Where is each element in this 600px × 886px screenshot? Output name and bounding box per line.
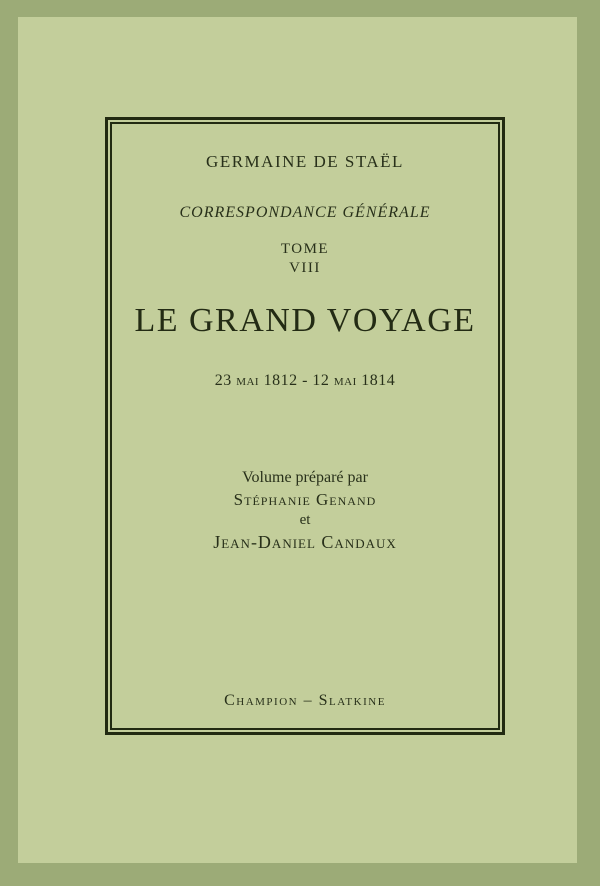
prepared-by-label: Volume préparé par — [242, 469, 368, 486]
publisher-imprint: Champion – Slatkine — [224, 692, 386, 709]
book-cover — [18, 17, 577, 863]
editor-name-2: Jean-Daniel Candaux — [213, 532, 397, 552]
cover-frame — [105, 117, 505, 735]
author-name: GERMAINE DE STAËL — [206, 152, 404, 171]
volume-number: VIII — [289, 260, 321, 276]
conjunction: et — [299, 512, 311, 528]
series-title: CORRESPONDANCE GÉNÉRALE — [179, 204, 431, 221]
main-title: LE GRAND VOYAGE — [134, 302, 476, 339]
editor-name-1: Stéphanie Genand — [233, 490, 377, 509]
date-range: 23 mai 1812 - 12 mai 1814 — [214, 372, 396, 389]
volume-label: TOME — [280, 241, 330, 257]
